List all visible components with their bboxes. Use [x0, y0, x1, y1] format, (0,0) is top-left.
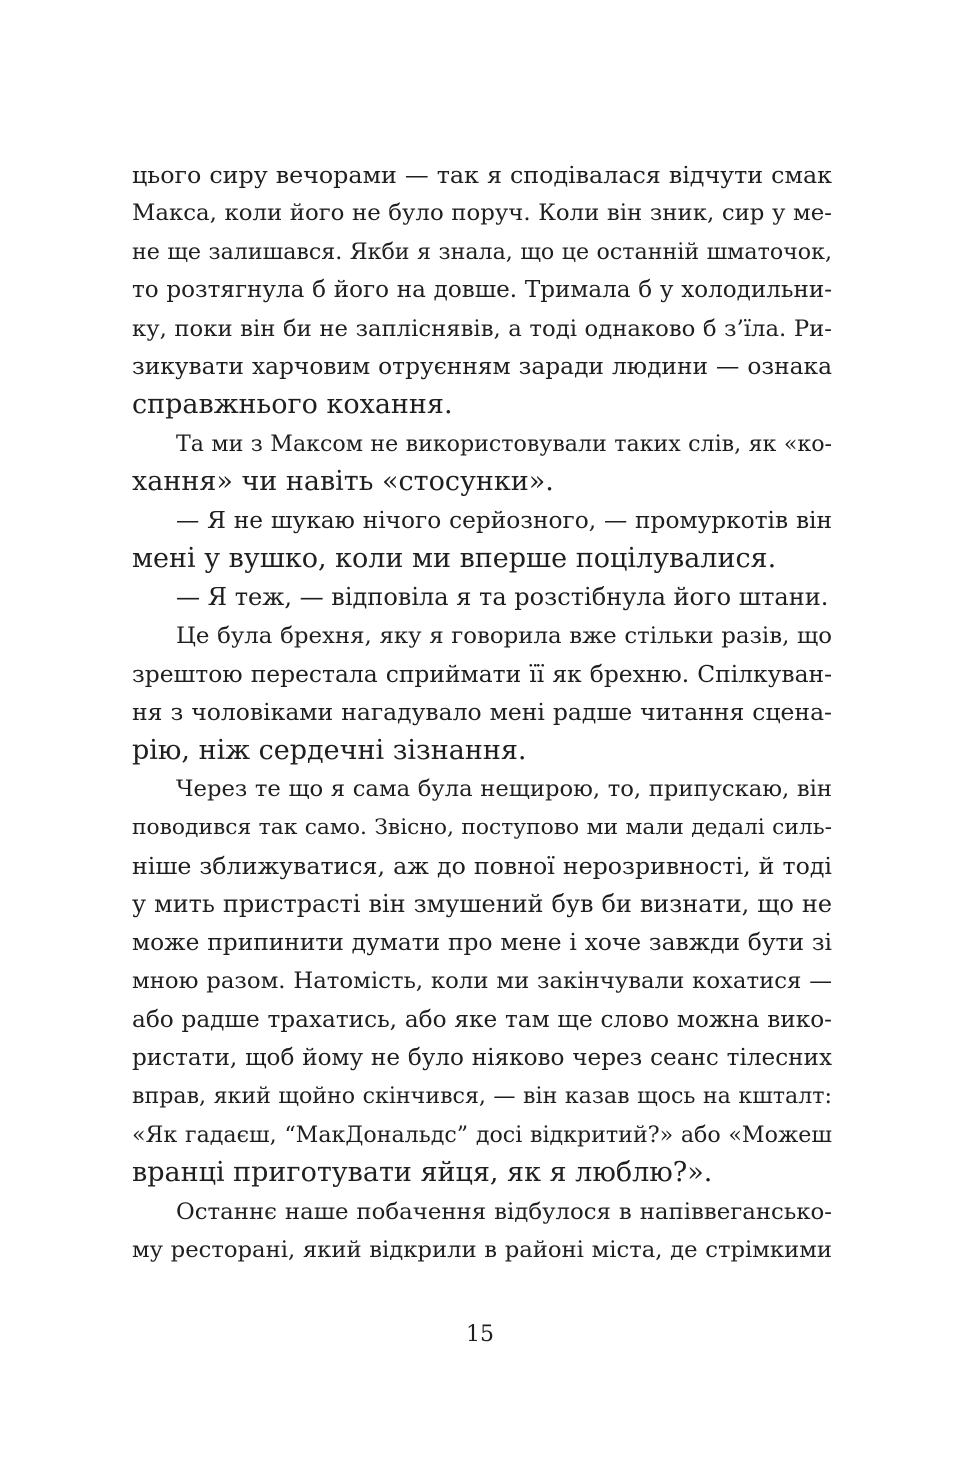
text-line: — Я не шукаю нічого серйозного, — промуркотів він: [176, 506, 832, 534]
text-line: цього сиру вечорами — так я сподівалася відчути смак: [132, 161, 832, 189]
text-line: то розтягнула б його на довше. Тримала б у холодильни-: [132, 277, 832, 304]
text-line: може припинити думати про мене і хоче завжди бути зі: [132, 928, 832, 956]
text-line: — Я теж, — відповіла я та розстібнула його штани.: [176, 583, 829, 612]
text-line: ня з чоловіками нагадувало мені радше читання сцена-: [132, 698, 832, 727]
page-number: 15: [466, 1322, 494, 1347]
text-line: Це була брехня, яку я говорила вже стільки разів, що: [176, 622, 832, 649]
text-line: справжнього кохання.: [132, 389, 453, 421]
text-line: ристати, щоб йому не було ніяково через сеанс тілесних: [132, 1044, 832, 1071]
text-line: не ще залишався. Якби я знала, що це останній шматочок,: [132, 238, 832, 265]
text-line: «Як гадаєш, “МакДональдс” досі відкритий?» або «Можеш: [132, 1121, 832, 1148]
text-line: мною разом. Натомість, коли ми закінчували кохатися —: [132, 968, 832, 995]
text-line: Останнє наше побачення відбулося в напіввегансько-: [176, 1198, 832, 1225]
text-line: мені у вушко, коли ми вперше поцілувалися.: [132, 542, 777, 574]
text-line: поводився так само. Звісно, поступово ми мали дедалі силь-: [132, 814, 832, 840]
text-line: рію, ніж сердечні зізнання.: [132, 734, 527, 766]
text-line: ніше зближуватися, аж до повної нерозривності, й тоді: [132, 852, 832, 881]
body-text: [132, 156, 832, 1269]
text-line: вранці приготувати яйця, як я люблю?».: [132, 1157, 713, 1189]
text-line: Та ми з Максом не використовували таких слів, як «ко-: [176, 430, 832, 457]
text-line: або радше трахатись, або яке там ще слово можна вико-: [132, 1005, 832, 1033]
text-line: му ресторані, який відкрили в районі міста, де стрімкими: [132, 1236, 832, 1263]
text-line: зикувати харчовим отруєнням заради людини — ознака: [132, 352, 832, 380]
text-line: Макса, коли його не було поруч. Коли він зник, сир у ме-: [132, 200, 832, 227]
text-line: ку, поки він би не запліснявів, а тоді однаково б з’їла. Ри-: [132, 315, 832, 342]
text-line: зрештою перестала сприймати її як брехню. Спілкуван-: [132, 660, 832, 689]
text-line: у мить пристрасті він змушений був би визнати, що не: [132, 890, 832, 919]
text-line: хання» чи навіть «стосунки».: [132, 466, 554, 498]
text-line: Через те що я сама була нещирою, то, припускаю, він: [176, 776, 832, 803]
text-line: вправ, який щойно скінчився, — він казав щось на кшталт:: [132, 1083, 832, 1110]
